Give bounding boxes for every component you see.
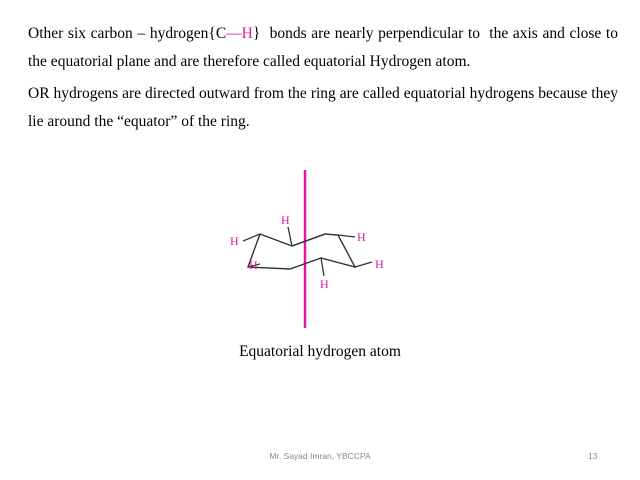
bond-carbon: C (215, 25, 227, 42)
paragraph-equatorial-definition (28, 20, 622, 76)
hydrogen-label: H (357, 230, 366, 244)
hydrogen-label: H (230, 234, 239, 248)
brace-close: } (252, 25, 261, 42)
bond-dash: — (226, 25, 242, 42)
diagram-caption: Equatorial hydrogen atom (239, 343, 401, 360)
hydrogen-label: H (375, 257, 384, 271)
cyclohexane-chair-diagram (220, 168, 400, 333)
hydrogen-label: H (249, 258, 258, 272)
hydrogen-label: H (281, 213, 290, 227)
page-number: 13 (588, 451, 598, 461)
bond-hydrogen: H (241, 25, 253, 42)
hydrogen-label: H (320, 277, 329, 291)
ring-bonds (248, 234, 355, 269)
paragraph1-rest: bonds are nearly perpendicular to the axis and close to the equatorial plane and are therefore called equatorial Hydrogen atom. (28, 25, 622, 70)
paragraph1-lead: Other six carbon – hydrogen (28, 25, 209, 42)
brace-open: { (208, 25, 216, 42)
paragraph-equatorial-alternative: OR hydrogens are directed outward from the ring are called equatorial hydrogens because they lie around the “equator” of the ring. (28, 85, 618, 130)
slide-footer: Mr. Sayad Imran, YBCCPA (269, 451, 371, 461)
